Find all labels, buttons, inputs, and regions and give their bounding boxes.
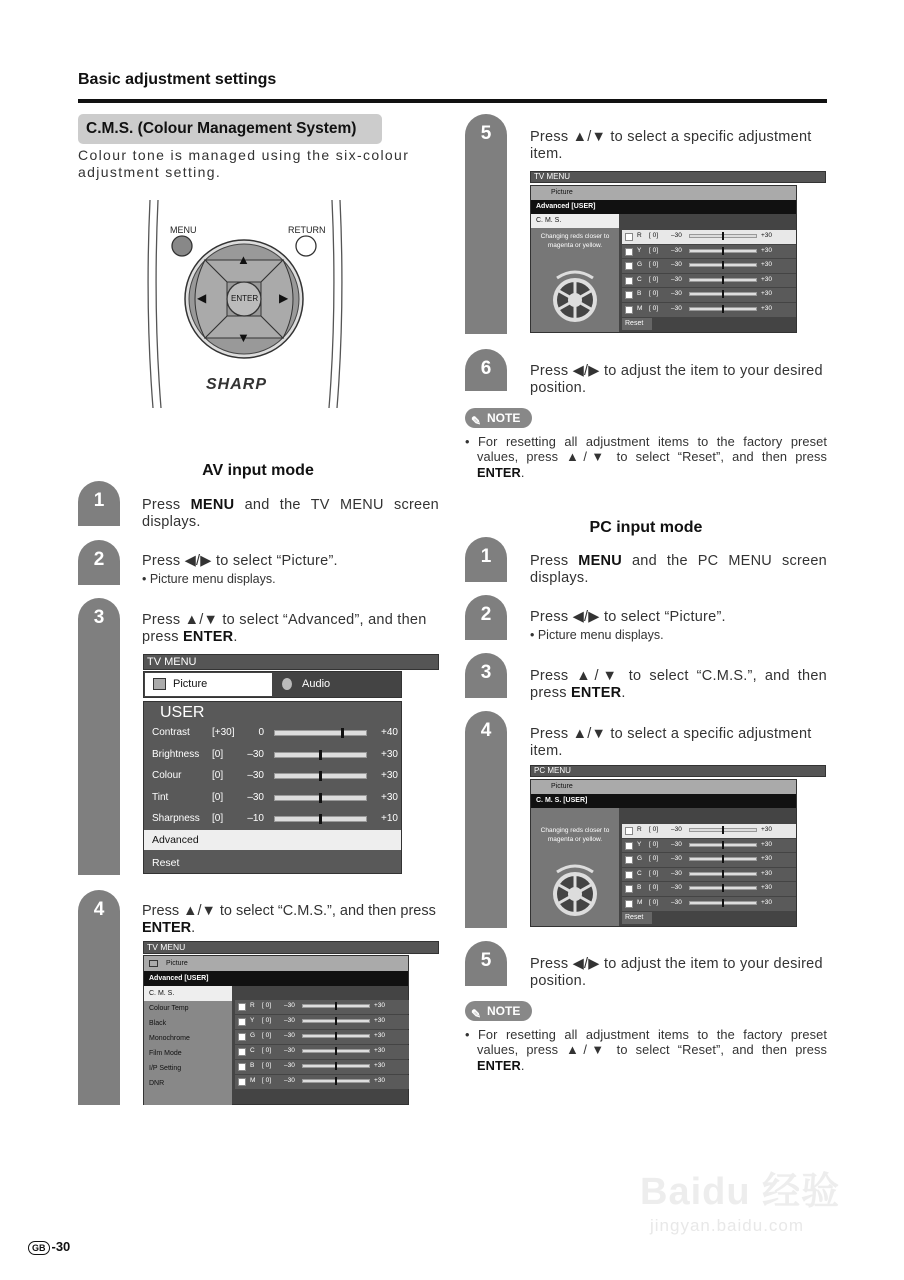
pc-cms-slider[interactable] xyxy=(689,886,757,890)
menu4-cms-colour[interactable]: C xyxy=(250,1047,255,1054)
slider-knob[interactable] xyxy=(319,793,322,803)
av-step2-tab: 2 xyxy=(78,540,120,585)
menu5-help: Changing reds closer to magenta or yellow. xyxy=(540,233,610,249)
menu5-cms-slider[interactable] xyxy=(689,263,757,267)
pc-step5-text: Press ◀/▶ to adjust the item to your desired position. xyxy=(530,956,823,989)
pc-cms-colour[interactable]: B xyxy=(637,884,642,892)
slider-knob[interactable] xyxy=(335,1032,337,1040)
menu3-row-slider[interactable] xyxy=(274,773,367,779)
slider-knob[interactable] xyxy=(319,771,322,781)
r-step6-tab: 6 xyxy=(465,349,507,391)
pc-cms-min[interactable]: –30 xyxy=(671,884,682,892)
menu-label: MENU xyxy=(170,225,197,235)
picture-icon xyxy=(153,678,166,690)
pc-menu-reset[interactable]: Reset xyxy=(622,912,652,924)
slider-knob[interactable] xyxy=(722,276,724,284)
menu3-reset[interactable]: Reset xyxy=(152,857,180,869)
menu5-cms-value[interactable]: [ 0] xyxy=(649,305,659,312)
pc-cms-checkbox[interactable] xyxy=(625,842,633,850)
pc-step4-tab: 4 xyxy=(465,711,507,928)
pc-menu-sub: C. M. S. [USER] xyxy=(531,794,796,808)
av-step1-text: Press MENU and the TV MENU screen displays. xyxy=(142,497,439,530)
slider-knob[interactable] xyxy=(722,247,724,255)
colour-wheel-icon xyxy=(549,268,601,324)
note-pencil-icon: ✎ xyxy=(471,1007,482,1021)
pc-cms-checkbox[interactable] xyxy=(625,827,633,835)
menu4-cms-value[interactable]: [ 0] xyxy=(262,1077,272,1084)
menu5-panel xyxy=(530,185,797,333)
menu3-row-value[interactable]: [0] xyxy=(212,770,224,781)
enter-label: ENTER xyxy=(231,294,259,303)
menu4-cms-checkbox[interactable] xyxy=(238,1003,246,1011)
menu3-row-label[interactable]: Brightness xyxy=(152,748,200,760)
menu4-cms-min[interactable]: –30 xyxy=(284,1002,295,1009)
return-button xyxy=(296,236,316,256)
menu3-panel xyxy=(143,701,402,874)
note-pencil-icon: ✎ xyxy=(471,414,482,428)
return-label: RETURN xyxy=(288,225,326,235)
note-text-2: • For resetting all adjustment items to the factory preset values, press ▲/▼ to select “Reset”, and then press ENTER. xyxy=(465,1027,827,1073)
menu4-cms-min[interactable]: –30 xyxy=(284,1077,295,1084)
av-step3-text: Press ▲/▼ to select “Advanced”, and then press ENTER. xyxy=(142,612,427,645)
header-rule xyxy=(78,99,827,103)
pc-cms-slider[interactable] xyxy=(689,901,757,905)
menu5-cms-value[interactable]: [ 0] xyxy=(649,232,659,239)
menu4-item-cms[interactable]: C. M. S. xyxy=(144,986,232,1001)
slider-knob[interactable] xyxy=(722,884,724,892)
menu4-title: TV MENU xyxy=(143,941,439,954)
menu5-cms-min[interactable]: –30 xyxy=(671,232,682,239)
pc-cms-min[interactable]: –30 xyxy=(671,869,682,877)
menu3-row-value[interactable]: [0] xyxy=(212,748,224,760)
pc-cms-checkbox[interactable] xyxy=(625,856,633,864)
pc-cms-checkbox[interactable] xyxy=(625,871,633,879)
pc-step5-tab: 5 xyxy=(465,941,507,986)
pc-cms-max[interactable]: +30 xyxy=(761,899,773,906)
note-text-1: • For resetting all adjustment items to the factory preset values, press ▲/▼ to select “Reset”, and then press ENTER. xyxy=(465,434,827,480)
page-number: GB -30 xyxy=(28,1239,70,1255)
menu4-cms-checkbox[interactable] xyxy=(238,1063,246,1071)
menu4-cms-min[interactable]: –30 xyxy=(284,1062,295,1069)
pc-cms-colour[interactable]: M xyxy=(637,899,643,906)
av-step3-tab: 3 xyxy=(78,598,120,875)
av-mode-heading: AV input mode xyxy=(202,462,314,479)
slider-knob[interactable] xyxy=(722,841,724,849)
pc-cms-min[interactable]: –30 xyxy=(671,855,682,863)
baidu-watermark: Baidu 经验 xyxy=(640,1171,841,1213)
r-step6-text: Press ◀/▶ to adjust the item to your desired position. xyxy=(530,363,823,396)
menu4-cms-max[interactable]: +30 xyxy=(374,1062,386,1069)
menu4-cms-slider[interactable] xyxy=(302,1079,370,1083)
sharp-logo: SHARP xyxy=(206,376,268,393)
pc-cms-min[interactable]: –30 xyxy=(671,899,682,906)
menu3-advanced[interactable]: Advanced xyxy=(144,830,401,850)
menu5-cms-checkbox[interactable] xyxy=(625,233,633,241)
menu3-row-max[interactable]: +40 xyxy=(381,727,398,738)
menu4-item[interactable]: Monochrome xyxy=(149,1035,190,1042)
menu4-cms-checkbox[interactable] xyxy=(238,1033,246,1041)
pc-cms-max[interactable]: +30 xyxy=(761,855,773,863)
menu5-cms-colour[interactable]: M xyxy=(637,305,643,312)
slider-knob[interactable] xyxy=(319,750,322,760)
pc-step3-text: Press ▲/▼ to select “C.M.S.”, and then press ENTER. xyxy=(530,668,827,701)
menu5-cms-slider[interactable] xyxy=(689,249,757,253)
pc-cms-value[interactable]: [ 0] xyxy=(649,884,659,892)
slider-knob[interactable] xyxy=(341,728,344,738)
slider-knob[interactable] xyxy=(335,1077,337,1085)
pc-cms-max[interactable]: +30 xyxy=(761,826,773,833)
left-arrow-icon: ◀ xyxy=(197,291,207,305)
menu4-sub: Advanced [USER] xyxy=(144,971,408,986)
menu4-cms-checkbox[interactable] xyxy=(238,1048,246,1056)
menu3-row-value[interactable]: [+30] xyxy=(212,727,235,738)
menu4-cms-max[interactable]: +30 xyxy=(374,1017,386,1024)
menu5-title: TV MENU xyxy=(530,171,826,183)
cms-title: C.M.S. (Colour Management System) xyxy=(78,114,382,144)
pc-cms-min[interactable]: –30 xyxy=(671,826,682,833)
slider-knob[interactable] xyxy=(335,1017,337,1025)
menu3-row-value[interactable]: [0] xyxy=(212,813,224,824)
menu3-row-value[interactable]: [0] xyxy=(212,791,224,803)
pc-cms-value[interactable]: [ 0] xyxy=(649,840,659,848)
menu5-cms-slider[interactable] xyxy=(689,292,757,296)
menu4-cms-min[interactable]: –30 xyxy=(284,1017,295,1024)
menu4-cms-colour[interactable]: R xyxy=(250,1002,255,1009)
slider-knob[interactable] xyxy=(335,1002,337,1010)
menu4-item[interactable]: Black xyxy=(149,1020,167,1027)
menu4-cms-slider[interactable] xyxy=(302,1064,370,1068)
menu4-cms-colour[interactable]: Y xyxy=(250,1017,255,1024)
slider-knob[interactable] xyxy=(335,1062,337,1070)
menu5-cms-checkbox[interactable] xyxy=(625,291,633,299)
pc-step1-text: Press MENU and the PC MENU screen displays. xyxy=(530,553,827,586)
menu5-cms-checkbox[interactable] xyxy=(625,277,633,285)
menu5-cms-slider[interactable] xyxy=(689,307,757,311)
note-badge-2: ✎ NOTE xyxy=(465,1001,532,1021)
pc-menu-help: Changing reds closer to magenta or yellow. xyxy=(540,827,610,843)
menu5-reset[interactable]: Reset xyxy=(622,318,652,330)
menu3-row-slider[interactable] xyxy=(274,730,367,736)
right-arrow-icon: ▶ xyxy=(279,291,289,305)
menu5-cms-colour[interactable]: G xyxy=(637,261,643,269)
pc-mode-heading: PC input mode xyxy=(589,519,703,536)
menu5-cms-colour[interactable]: B xyxy=(637,290,642,298)
menu3-row-slider[interactable] xyxy=(274,795,367,801)
menu5-cms-min[interactable]: –30 xyxy=(671,290,682,298)
pc-menu-tab-picture[interactable]: Picture xyxy=(531,780,796,794)
menu4-cms-value[interactable]: [ 0] xyxy=(262,1017,272,1024)
menu4-item[interactable]: Colour Temp xyxy=(149,1005,189,1012)
pc-cms-slider[interactable] xyxy=(689,828,757,832)
menu5-cms-checkbox[interactable] xyxy=(625,262,633,270)
menu3-row-max[interactable]: +10 xyxy=(381,813,398,824)
menu4-cms-slider[interactable] xyxy=(302,1004,370,1008)
menu4-cms-colour[interactable]: B xyxy=(250,1062,255,1069)
pc-cms-max[interactable]: +30 xyxy=(761,869,773,877)
menu4-cms-checkbox[interactable] xyxy=(238,1078,246,1086)
colour-wheel-icon xyxy=(549,862,601,918)
slider-knob[interactable] xyxy=(722,855,724,863)
menu4-cms-min[interactable]: –30 xyxy=(284,1047,295,1054)
pc-cms-colour[interactable]: G xyxy=(637,855,643,863)
menu4-panel xyxy=(143,955,409,1105)
slider-knob[interactable] xyxy=(335,1047,337,1055)
av-step4-text: Press ▲/▼ to select “C.M.S.”, and then press ENTER. xyxy=(142,903,436,936)
menu5-cms-max[interactable]: +30 xyxy=(761,261,773,269)
pc-cms-colour[interactable]: C xyxy=(637,869,642,877)
menu3-row-min[interactable]: –30 xyxy=(247,791,264,803)
menu3-row-min[interactable]: –30 xyxy=(247,770,264,781)
menu3-row-label[interactable]: Sharpness xyxy=(152,813,200,824)
menu4-cms-max[interactable]: +30 xyxy=(374,1002,386,1009)
menu4-tab-picture[interactable]: Picture xyxy=(144,956,408,971)
pc-cms-checkbox[interactable] xyxy=(625,900,633,908)
menu5-cms-max[interactable]: +30 xyxy=(761,305,773,312)
pc-cms-checkbox[interactable] xyxy=(625,885,633,893)
menu5-cms-slider[interactable] xyxy=(689,278,757,282)
slider-knob[interactable] xyxy=(319,814,322,824)
menu4-cms-slider[interactable] xyxy=(302,1049,370,1053)
menu5-cms-value[interactable]: [ 0] xyxy=(649,275,659,283)
menu4-item[interactable]: I/P Setting xyxy=(149,1065,182,1072)
menu4-cms-max[interactable]: +30 xyxy=(374,1032,386,1039)
menu5-cms-slider[interactable] xyxy=(689,234,757,238)
menu4-cms-min[interactable]: –30 xyxy=(284,1032,295,1039)
menu3-row-max[interactable]: +30 xyxy=(381,770,398,781)
menu4-item[interactable]: Film Mode xyxy=(149,1050,182,1057)
menu3-tab-picture[interactable]: Picture xyxy=(145,673,272,696)
menu3-row-label[interactable]: Contrast xyxy=(152,727,190,738)
r-step5-text: Press ▲/▼ to select a specific adjustment item. xyxy=(530,129,812,162)
pc-menu-panel xyxy=(530,779,797,927)
menu4-cms-value[interactable]: [ 0] xyxy=(262,1032,272,1039)
av-step2-text: Press ◀/▶ to select “Picture”. • Picture menu displays. xyxy=(142,553,338,586)
menu5-cms-colour[interactable]: Y xyxy=(637,246,642,254)
menu3-row-slider[interactable] xyxy=(274,816,367,822)
menu4-cms-max[interactable]: +30 xyxy=(374,1047,386,1054)
menu4-cms-colour[interactable]: G xyxy=(250,1032,256,1039)
pc-cms-slider[interactable] xyxy=(689,857,757,861)
menu5-cms-value[interactable]: [ 0] xyxy=(649,246,659,254)
pc-cms-min[interactable]: –30 xyxy=(671,840,682,848)
menu4-cms-slider[interactable] xyxy=(302,1034,370,1038)
pc-cms-value[interactable]: [ 0] xyxy=(649,899,659,906)
menu3-tab-audio[interactable]: Audio xyxy=(302,678,331,690)
menu5-cms-min[interactable]: –30 xyxy=(671,305,682,312)
menu4-cms-checkbox[interactable] xyxy=(238,1018,246,1026)
av-step1-tab: 1 xyxy=(78,481,120,526)
pc-cms-slider[interactable] xyxy=(689,872,757,876)
pc-cms-colour[interactable]: Y xyxy=(637,840,642,848)
menu5-cms-value[interactable]: [ 0] xyxy=(649,290,659,298)
pc-cms-max[interactable]: +30 xyxy=(761,840,773,848)
slider-knob[interactable] xyxy=(722,870,724,878)
menu5-cms[interactable]: C. M. S. xyxy=(531,214,619,228)
menu3-row-label[interactable]: Tint xyxy=(152,791,169,803)
menu3-row-slider[interactable] xyxy=(274,752,367,758)
menu-button xyxy=(172,236,192,256)
menu5-cms-max[interactable]: +30 xyxy=(761,246,773,254)
cms-intro: Colour tone is managed using the six-colour adjustment setting. xyxy=(78,147,410,180)
pc-cms-colour[interactable]: R xyxy=(637,826,642,833)
menu5-cms-checkbox[interactable] xyxy=(625,306,633,314)
menu5-cms-min[interactable]: –30 xyxy=(671,246,682,254)
menu3-row-label[interactable]: Colour xyxy=(152,770,182,781)
pc-step3-tab: 3 xyxy=(465,653,507,698)
slider-knob[interactable] xyxy=(722,826,724,834)
pc-cms-slider[interactable] xyxy=(689,843,757,847)
menu5-cms-colour[interactable]: R xyxy=(637,232,642,239)
section-title: Basic adjustment settings xyxy=(78,71,277,88)
slider-knob[interactable] xyxy=(722,261,724,269)
menu4-cms-value[interactable]: [ 0] xyxy=(262,1047,272,1054)
picture-icon xyxy=(149,960,158,967)
pc-cms-value[interactable]: [ 0] xyxy=(649,869,659,877)
menu5-cms-min[interactable]: –30 xyxy=(671,275,682,283)
pc-menu-title: PC MENU xyxy=(530,765,826,777)
watermark-url: jingyan.baidu.com xyxy=(650,1216,805,1235)
pc-cms-max[interactable]: +30 xyxy=(761,884,773,892)
pc-cms-value[interactable]: [ 0] xyxy=(649,855,659,863)
menu5-cms-colour[interactable]: C xyxy=(637,275,642,283)
menu4-cms-slider[interactable] xyxy=(302,1019,370,1023)
note-badge-1: ✎ NOTE xyxy=(465,408,532,428)
menu4-cms-max[interactable]: +30 xyxy=(374,1077,386,1084)
r-step5-tab: 5 xyxy=(465,114,507,334)
slider-knob[interactable] xyxy=(722,290,724,298)
menu3-title: TV MENU xyxy=(143,654,439,670)
menu5-cms-value[interactable]: [ 0] xyxy=(649,261,659,269)
menu4-cms-value[interactable]: [ 0] xyxy=(262,1062,272,1069)
menu5-cms-checkbox[interactable] xyxy=(625,248,633,256)
slider-knob[interactable] xyxy=(722,232,724,240)
av-step4-tab: 4 xyxy=(78,890,120,1105)
menu5-tab-picture[interactable]: Picture xyxy=(531,186,796,200)
pc-cms-value[interactable]: [ 0] xyxy=(649,826,659,833)
audio-icon xyxy=(282,678,292,690)
menu3-mode: USER xyxy=(160,704,205,721)
pc-step1-tab: 1 xyxy=(465,537,507,582)
pc-step2-tab: 2 xyxy=(465,595,507,640)
menu5-sub: Advanced [USER] xyxy=(531,200,796,214)
menu4-item[interactable]: DNR xyxy=(149,1080,165,1087)
slider-knob[interactable] xyxy=(722,305,724,313)
menu5-cms-min[interactable]: –30 xyxy=(671,261,682,269)
pc-step4-text: Press ▲/▼ to select a specific adjustment item. xyxy=(530,726,812,759)
menu3-row-min[interactable]: –30 xyxy=(247,748,264,760)
menu3-row-max[interactable]: +30 xyxy=(381,791,398,803)
menu5-cms-max[interactable]: +30 xyxy=(761,232,773,239)
up-arrow-icon: ▲ xyxy=(237,252,250,267)
down-arrow-icon: ▼ xyxy=(237,330,250,345)
menu3-row-min[interactable]: 0 xyxy=(258,727,264,738)
menu5-cms-max[interactable]: +30 xyxy=(761,275,773,283)
menu5-cms-max[interactable]: +30 xyxy=(761,290,773,298)
menu4-cms-colour[interactable]: M xyxy=(250,1077,256,1084)
pc-step2-text: Press ◀/▶ to select “Picture”. • Picture menu displays. xyxy=(530,609,726,642)
menu3-row-max[interactable]: +30 xyxy=(381,748,398,760)
menu3-row-min[interactable]: –10 xyxy=(247,813,264,824)
menu4-cms-value[interactable]: [ 0] xyxy=(262,1002,272,1009)
slider-knob[interactable] xyxy=(722,899,724,907)
